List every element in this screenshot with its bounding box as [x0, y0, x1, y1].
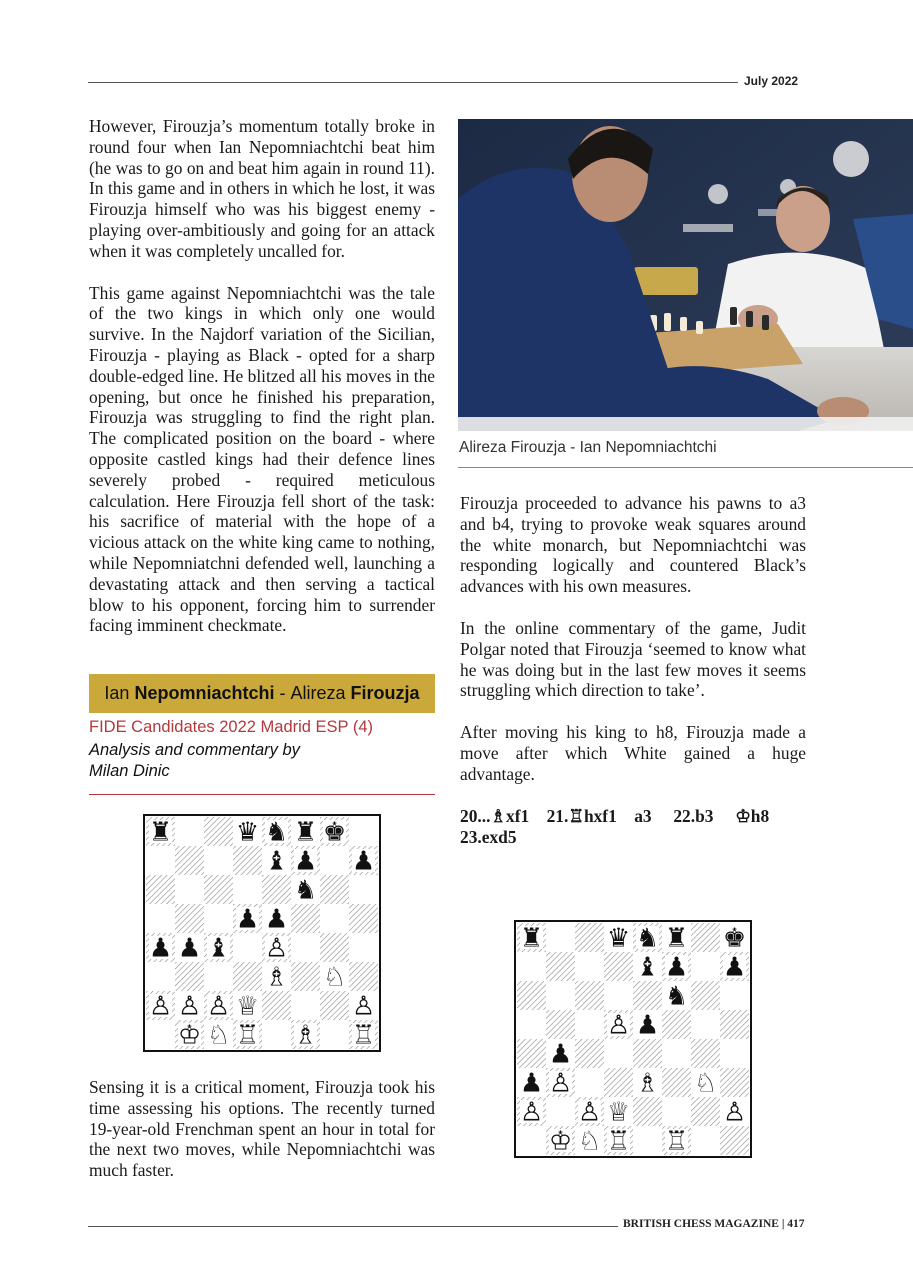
board2-square-c7: [575, 952, 604, 981]
board1-black-pawn-d5: ♟: [235, 904, 260, 935]
left-paragraph-2: This game against Nepomniachtchi was the tale of the two kings in which only one would survive. In the Najdorf variation of the Sicilian, Firouzja - playing as Black - opted for a sharp double-edged line. He blitzed all his moves in the opening, but once he finished his preparation, Firouzja was struggling to find the right plan. The complicated position on the board - where opposite castled kings had their defence lines severely probed - required meticulous calculation. Here Firouzja fell short of the task: his sacrifice of material with the hope of a vicious attack on the white king came to nothing, while Nepomniatchni defended well, launching a devastating attack and then serving a tactical blow to his opponent, forcing him to surrender facing imminent checkmate.: [89, 282, 435, 636]
board1-square-d6: [233, 875, 262, 904]
black-first-name: Alireza: [290, 683, 346, 703]
board2-square-e2: [633, 1097, 662, 1126]
board2-square-e1: [633, 1126, 662, 1155]
move-1: 20...♗xf1: [460, 805, 530, 826]
board2-square-d4: [604, 1039, 633, 1068]
board1-square-h8: [349, 817, 378, 846]
board2-black-king-h8: ♚: [722, 923, 747, 954]
board1-white-pawn-c2: ♙: [206, 991, 231, 1022]
board2-square-e6: [633, 981, 662, 1010]
board2-square-b6: [546, 981, 575, 1010]
board1-square-f4: [291, 933, 320, 962]
board2-black-pawn-h7: ♟: [722, 952, 747, 983]
board1-black-pawn-f7: ♟: [293, 846, 318, 877]
board1-white-pawn-b2: ♙: [177, 991, 202, 1022]
left-paragraph-3: Sensing it is a critical moment, Firouzja took his time assessing his options. The recently turned 19-year-old Frenchman spent an hour in total for the next two moves, while Nepomniachtchi was much faster.: [89, 1077, 435, 1181]
board1-white-bishop-f1: ♗: [293, 1020, 318, 1051]
board2-square-f3: [662, 1068, 691, 1097]
board1-square-b3: [175, 962, 204, 991]
board2-square-f2: [662, 1097, 691, 1126]
game-photo: [458, 119, 913, 431]
board1-white-rook-h1: ♖: [351, 1020, 376, 1051]
right-paragraph-1: Firouzja proceeded to advance his pawns to a3 and b4, trying to provoke weak squares around the white monarch, but Nepomniachtchi was responding logically and countered Black’s advances with his own measures.: [460, 493, 806, 597]
header-rule: [88, 82, 738, 83]
board2-black-pawn-e5: ♟: [635, 1010, 660, 1041]
board1-black-rook-f8: ♜: [293, 817, 318, 848]
board1-square-a5: [146, 904, 175, 933]
move-5: ♔h8: [735, 805, 770, 826]
board1-square-e6: [262, 875, 291, 904]
board1-white-queen-d2: ♕: [235, 991, 260, 1022]
board2-black-rook-a8: ♜: [519, 923, 544, 954]
move-2: 21.♖hxf1: [546, 805, 617, 826]
board1-square-g7: [320, 846, 349, 875]
analysis-credit: [89, 740, 435, 782]
board1-white-bishop-e3: ♗: [264, 962, 289, 993]
chess-diagram-2: [514, 920, 752, 1158]
board2-black-pawn-a3: ♟: [519, 1068, 544, 1099]
header-date: July 2022: [744, 74, 799, 88]
board1-square-e1: [262, 1020, 291, 1049]
board2-white-rook-d1: ♖: [606, 1126, 631, 1157]
board2-square-g4: [691, 1039, 720, 1068]
board2-square-b7: [546, 952, 575, 981]
move-4: 22.b3: [673, 805, 714, 826]
board2-square-b2: [546, 1097, 575, 1126]
white-last-name: Nepomniachtchi: [134, 683, 275, 703]
board2-black-knight-e8: ♞: [635, 923, 660, 954]
board1-white-knight-g3: ♘: [322, 962, 347, 993]
board1-black-pawn-h7: ♟: [351, 846, 376, 877]
board1-square-d7: [233, 846, 262, 875]
board1-square-g5: [320, 904, 349, 933]
board2-black-pawn-b4: ♟: [548, 1039, 573, 1070]
page-number: 417: [787, 1218, 805, 1230]
analysis-credit-line1: Analysis and commentary by: [89, 741, 300, 759]
board1-square-c3: [204, 962, 233, 991]
move-3: a3: [634, 805, 652, 826]
board1-square-f2: [291, 991, 320, 1020]
game-header-banner: [89, 674, 435, 713]
board1-square-f5: [291, 904, 320, 933]
board1-square-g2: [320, 991, 349, 1020]
board2-square-a1: [517, 1126, 546, 1155]
board1-black-knight-f6: ♞: [293, 875, 318, 906]
board2-square-h3: [720, 1068, 749, 1097]
board1-black-pawn-e5: ♟: [264, 904, 289, 935]
board2-white-pawn-h2: ♙: [722, 1097, 747, 1128]
board2-square-c3: [575, 1068, 604, 1097]
board2-square-g8: [691, 923, 720, 952]
board1-black-pawn-b4: ♟: [177, 933, 202, 964]
board2-white-king-b1: ♔: [548, 1126, 573, 1157]
board2-square-b5: [546, 1010, 575, 1039]
board2-black-knight-f6: ♞: [664, 981, 689, 1012]
board2-white-bishop-e3: ♗: [635, 1068, 660, 1099]
board2-square-a4: [517, 1039, 546, 1068]
board1-black-king-g8: ♚: [322, 817, 347, 848]
board1-square-h6: [349, 875, 378, 904]
board1-black-knight-e8: ♞: [264, 817, 289, 848]
board2-white-pawn-d5: ♙: [606, 1010, 631, 1041]
board1-black-bishop-c4: ♝: [206, 933, 231, 964]
board2-white-queen-d2: ♕: [606, 1097, 631, 1128]
black-last-name: Firouzja: [350, 683, 420, 703]
board1-square-c8: [204, 817, 233, 846]
board2-white-pawn-a2: ♙: [519, 1097, 544, 1128]
board1-square-b6: [175, 875, 204, 904]
left-column-bottom: [89, 1077, 435, 1181]
board2-black-queen-d8: ♛: [606, 923, 631, 954]
board2-black-pawn-f7: ♟: [664, 952, 689, 983]
board2-square-f5: [662, 1010, 691, 1039]
board1-square-d3: [233, 962, 262, 991]
right-paragraph-3: After moving his king to h8, Firouzja made a move after which White gained a huge advantage.: [460, 722, 806, 784]
board1-square-b5: [175, 904, 204, 933]
board1-black-pawn-a4: ♟: [148, 933, 173, 964]
board2-square-g5: [691, 1010, 720, 1039]
board2-black-rook-f8: ♜: [664, 923, 689, 954]
board2-square-b8: [546, 923, 575, 952]
board2-white-knight-c1: ♘: [577, 1126, 602, 1157]
players-separator: -: [274, 683, 291, 703]
board2-square-e4: [633, 1039, 662, 1068]
board1-white-knight-c1: ♘: [206, 1020, 231, 1051]
board1-white-pawn-a2: ♙: [148, 991, 173, 1022]
right-column: [460, 493, 806, 848]
board1-square-a1: [146, 1020, 175, 1049]
board1-square-c6: [204, 875, 233, 904]
board1-square-h5: [349, 904, 378, 933]
footer-rule: [88, 1226, 618, 1227]
board1-white-king-b1: ♔: [177, 1020, 202, 1051]
board1-white-rook-d1: ♖: [235, 1020, 260, 1051]
board2-black-bishop-e7: ♝: [635, 952, 660, 983]
board2-square-h6: [720, 981, 749, 1010]
board2-square-h1: [720, 1126, 749, 1155]
board2-square-c5: [575, 1010, 604, 1039]
board1-square-c7: [204, 846, 233, 875]
board2-square-g1: [691, 1126, 720, 1155]
photo-caption: Alireza Firouzja - Ian Nepomniachtchi: [459, 439, 717, 456]
board2-square-g2: [691, 1097, 720, 1126]
chess-diagram-1: [143, 814, 381, 1052]
board1-square-a7: [146, 846, 175, 875]
board1-square-a6: [146, 875, 175, 904]
left-paragraph-1: However, Firouzja’s momentum totally broke in round four when Ian Nepomniachtchi beat him (he was to go on and beat him again in round 11). In this game and in others in which he lost, it was Firouzja himself who was his biggest enemy - playing over-ambitiously and going for an attack when it was completely uncalled for.: [89, 116, 435, 261]
board1-square-c5: [204, 904, 233, 933]
board2-square-h4: [720, 1039, 749, 1068]
board2-square-g7: [691, 952, 720, 981]
board2-square-c6: [575, 981, 604, 1010]
board1-white-pawn-e4: ♙: [264, 933, 289, 964]
magazine-name: BRITISH CHESS MAGAZINE: [623, 1218, 779, 1230]
photo-illustration: [458, 119, 913, 431]
board1-square-g4: [320, 933, 349, 962]
board1-square-d4: [233, 933, 262, 962]
left-column: [89, 116, 435, 636]
event-rule: [89, 794, 435, 795]
board1-square-g1: [320, 1020, 349, 1049]
board2-white-knight-g3: ♘: [693, 1068, 718, 1099]
analysis-credit-line2: Milan Dinic: [89, 762, 170, 780]
board1-black-bishop-e7: ♝: [264, 846, 289, 877]
board2-square-a6: [517, 981, 546, 1010]
board1-square-b7: [175, 846, 204, 875]
white-first-name: Ian: [104, 683, 130, 703]
board2-white-pawn-b3: ♙: [548, 1068, 573, 1099]
caption-rule: [458, 467, 913, 468]
board1-white-pawn-h2: ♙: [351, 991, 376, 1022]
board1-square-a3: [146, 962, 175, 991]
footer-separator: |: [778, 1218, 788, 1230]
board2-square-g6: [691, 981, 720, 1010]
board2-square-a7: [517, 952, 546, 981]
board2-white-pawn-c2: ♙: [577, 1097, 602, 1128]
right-paragraph-2: In the online commentary of the game, Judit Polgar noted that Firouzja ‘seemed to know what he was doing but in the last few moves it seems struggling which direction to take’.: [460, 617, 806, 701]
board1-square-f3: [291, 962, 320, 991]
board2-square-a5: [517, 1010, 546, 1039]
board2-square-h5: [720, 1010, 749, 1039]
event-name: FIDE Candidates 2022 Madrid ESP (4): [89, 718, 374, 736]
board2-white-rook-f1: ♖: [664, 1126, 689, 1157]
footer: [623, 1218, 804, 1230]
board1-square-b8: [175, 817, 204, 846]
board2-square-f4: [662, 1039, 691, 1068]
board2-square-c4: [575, 1039, 604, 1068]
board1-black-queen-d8: ♛: [235, 817, 260, 848]
board1-square-h3: [349, 962, 378, 991]
board1-square-h4: [349, 933, 378, 962]
board2-square-c8: [575, 923, 604, 952]
board1-black-rook-a8: ♜: [148, 817, 173, 848]
move-6: 23.exd5: [460, 826, 517, 847]
board2-square-d6: [604, 981, 633, 1010]
move-sequence: [460, 806, 806, 848]
board2-square-d3: [604, 1068, 633, 1097]
board1-square-g6: [320, 875, 349, 904]
board2-square-d7: [604, 952, 633, 981]
board1-square-e2: [262, 991, 291, 1020]
